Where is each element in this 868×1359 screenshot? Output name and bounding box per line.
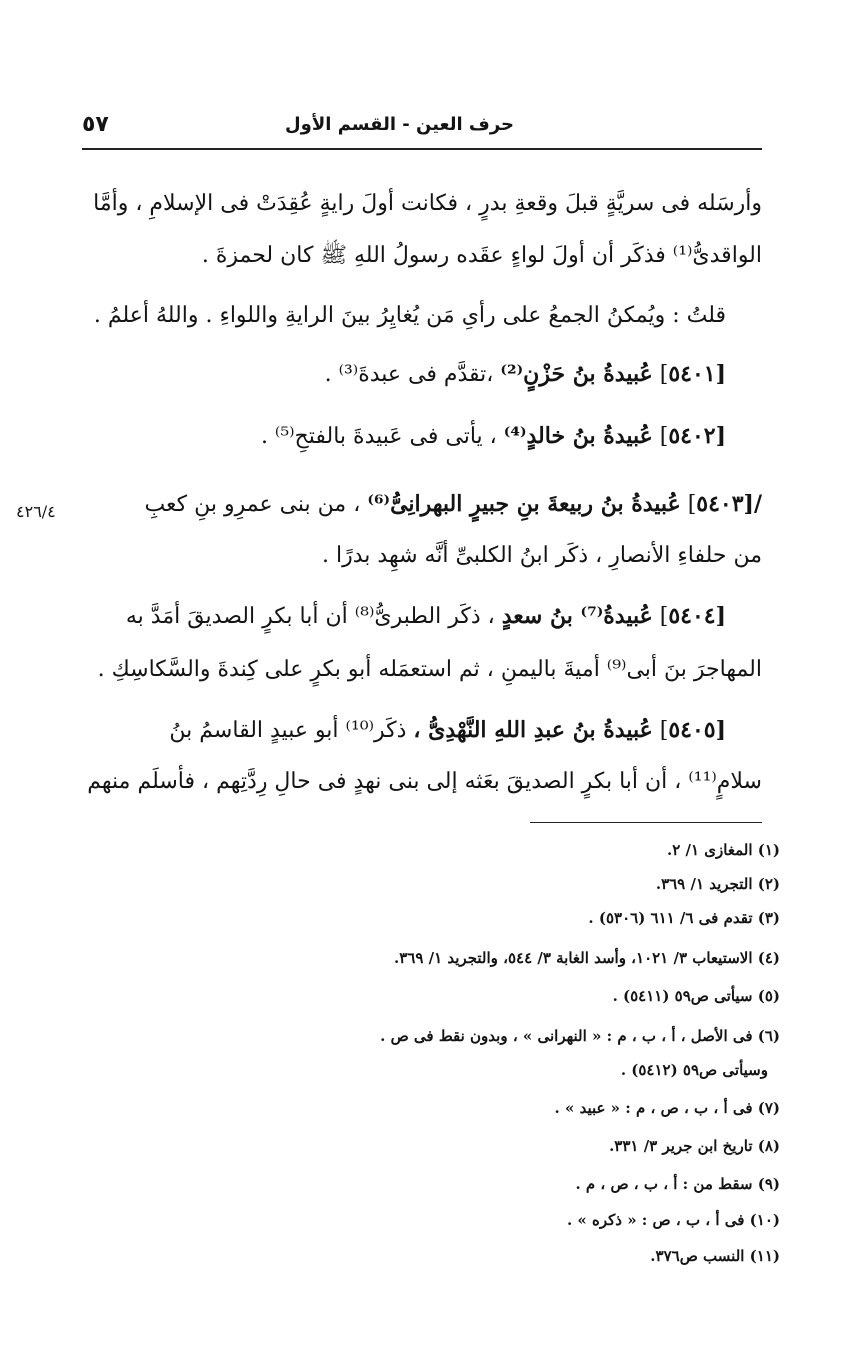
body-line: الواقدىُّ⁽¹⁾ فذكَر أن أولَ لواءٍ عقَده رسولُ اللهِ ﷺ كان لحمزةَ . xyxy=(201,243,762,268)
footnote: (٢) التجريد ١/ ٣٦٩. xyxy=(655,875,780,893)
entry-name: عُبيدةُ بنُ حَزْنٍ⁽²⁾ xyxy=(500,361,653,387)
entry-name: عُبيدةُ بنُ خالدٍ⁽⁴⁾ xyxy=(503,423,653,449)
body-line: من حلفاءِ الأنصارِ ، ذكَر ابنُ الكلبىِّ أنَّه شهِد بدرًا . xyxy=(322,543,762,568)
body-line: سلامٍ⁽¹¹⁾ ، أن أبا بكرٍ الصديقَ بعَثه إلى بنى نهدٍ فى حالِ رِدَّتِهم ، فأسلَم منهم xyxy=(87,769,762,794)
entry-name: عُبيدةُ بنُ ربيعةَ بنِ جبيرٍ البهرانِىُّ⁽⁶⁾ xyxy=(367,491,681,517)
entry-number: [٥٤٠٤ xyxy=(668,603,726,629)
footnote: (١١) النسب ص٣٧٦. xyxy=(650,1247,780,1265)
entry-name: عُبيدةُ بنُ عبدِ اللهِ النَّهْدِىُّ ، xyxy=(413,717,653,743)
body-line: وأرسَله فى سريَّةٍ قبلَ وقعةِ بدرٍ ، فكانت أولَ رايةٍ عُقِدَتْ فى الإسلامِ ، وأمَّا xyxy=(93,191,762,216)
footnote: (٣) تقدم فى ٦/ ٦١١ (٥٣٠٦) . xyxy=(588,909,780,927)
footnote: وسيأتى ص٥٩ (٥٤١٢) . xyxy=(620,1061,768,1079)
entry-number: [٥٤٠٢ xyxy=(668,423,726,449)
entry-text: ، يأتى فى عَبيدةَ بالفتحِ⁽⁵⁾ . xyxy=(260,424,497,449)
footnote: (٥) سيأتى ص٥٩ (٥٤١١) . xyxy=(612,987,780,1005)
entry-5402: [٥٤٠٢] عُبيدةُ بنُ خالدٍ⁽⁴⁾ ، يأتى فى عَبيدةَ بالفتحِ⁽⁵⁾ . xyxy=(260,423,726,449)
footnote: (٨) تاريخ ابن جرير ٣/ ٣٣١. xyxy=(609,1137,780,1155)
entry-number: /[٥٤٠٣ xyxy=(696,491,762,517)
body-line: قلتُ : ويُمكنُ الجمعُ على رأىِ مَن يُغايِرُ بينَ الرايةِ واللواءِ . واللهُ أعلمُ . xyxy=(93,303,726,328)
page-header xyxy=(82,108,762,150)
page-number: ٥٧ xyxy=(82,112,109,137)
entry-text: ،تقدَّم فى عبدةَ⁽³⁾ . xyxy=(324,362,494,387)
entry-number: [٥٤٠١ xyxy=(668,361,726,387)
entry-5401: [٥٤٠١] عُبيدةُ بنُ حَزْنٍ⁽²⁾ ،تقدَّم فى عبدةَ⁽³⁾ . xyxy=(324,361,726,387)
entry-text: ، من بنى عمرِو بنِ كعبِ xyxy=(144,492,361,517)
entry-5404: [٥٤٠٤] عُبيدةُ⁽⁷⁾ بنُ سعدٍ ، ذكَر الطبرىُّ⁽⁸⁾ أن أبا بكرٍ الصديقَ أمَدَّ به xyxy=(125,603,726,629)
entry-5403: /[٥٤٠٣] عُبيدةُ بنُ ربيعةَ بنِ جبيرٍ البهرانِىُّ⁽⁶⁾ ، من بنى عمرِو بنِ كعبِ xyxy=(144,491,762,517)
entry-name: عُبيدةُ⁽⁷⁾ بنُ سعدٍ xyxy=(501,603,653,629)
entry-number: [٥٤٠٥ xyxy=(668,717,726,743)
footnote: (٩) سقط من : أ ، ب ، ص ، م . xyxy=(575,1175,780,1193)
footnote: (١٠) فى أ ، ب ، ص : « ذكره » . xyxy=(566,1211,780,1229)
entry-text: ، ذكَر الطبرىُّ⁽⁸⁾ أن أبا بكرٍ الصديقَ أمَدَّ به xyxy=(125,604,495,629)
footnote: (٧) فى أ ، ب ، ص ، م : « عبيد » . xyxy=(554,1099,780,1117)
footnote: (١) المغازى ١/ ٢. xyxy=(667,841,780,859)
footnote-divider xyxy=(530,822,762,823)
entry-text: ذكَر⁽¹⁰⁾ أبو عبيدٍ القاسمُ بنُ xyxy=(169,718,407,743)
body-line: المهاجرَ بنَ أبى⁽⁹⁾ أميةَ باليمنِ ، ثم استعمَله أبو بكرٍ على كِندةَ والسَّكاسِكِ . xyxy=(97,657,762,682)
running-title: حرف العين - القسم الأول xyxy=(285,114,514,135)
footnote: (٤) الاستيعاب ٣/ ١٠٢١، وأسد الغابة ٣/ ٥٤٤، والتجريد ١/ ٣٦٩. xyxy=(393,949,780,967)
footnote: (٦) فى الأصل ، أ ، ب ، م : « النهرانى » ، وبدون نقط فى ص . xyxy=(380,1027,780,1045)
entry-5405: [٥٤٠٥] عُبيدةُ بنُ عبدِ اللهِ النَّهْدِىُّ ، ذكَر⁽¹⁰⁾ أبو عبيدٍ القاسمُ بنُ xyxy=(169,717,726,743)
margin-page-reference: ٤٢٦/٤ xyxy=(16,502,56,521)
